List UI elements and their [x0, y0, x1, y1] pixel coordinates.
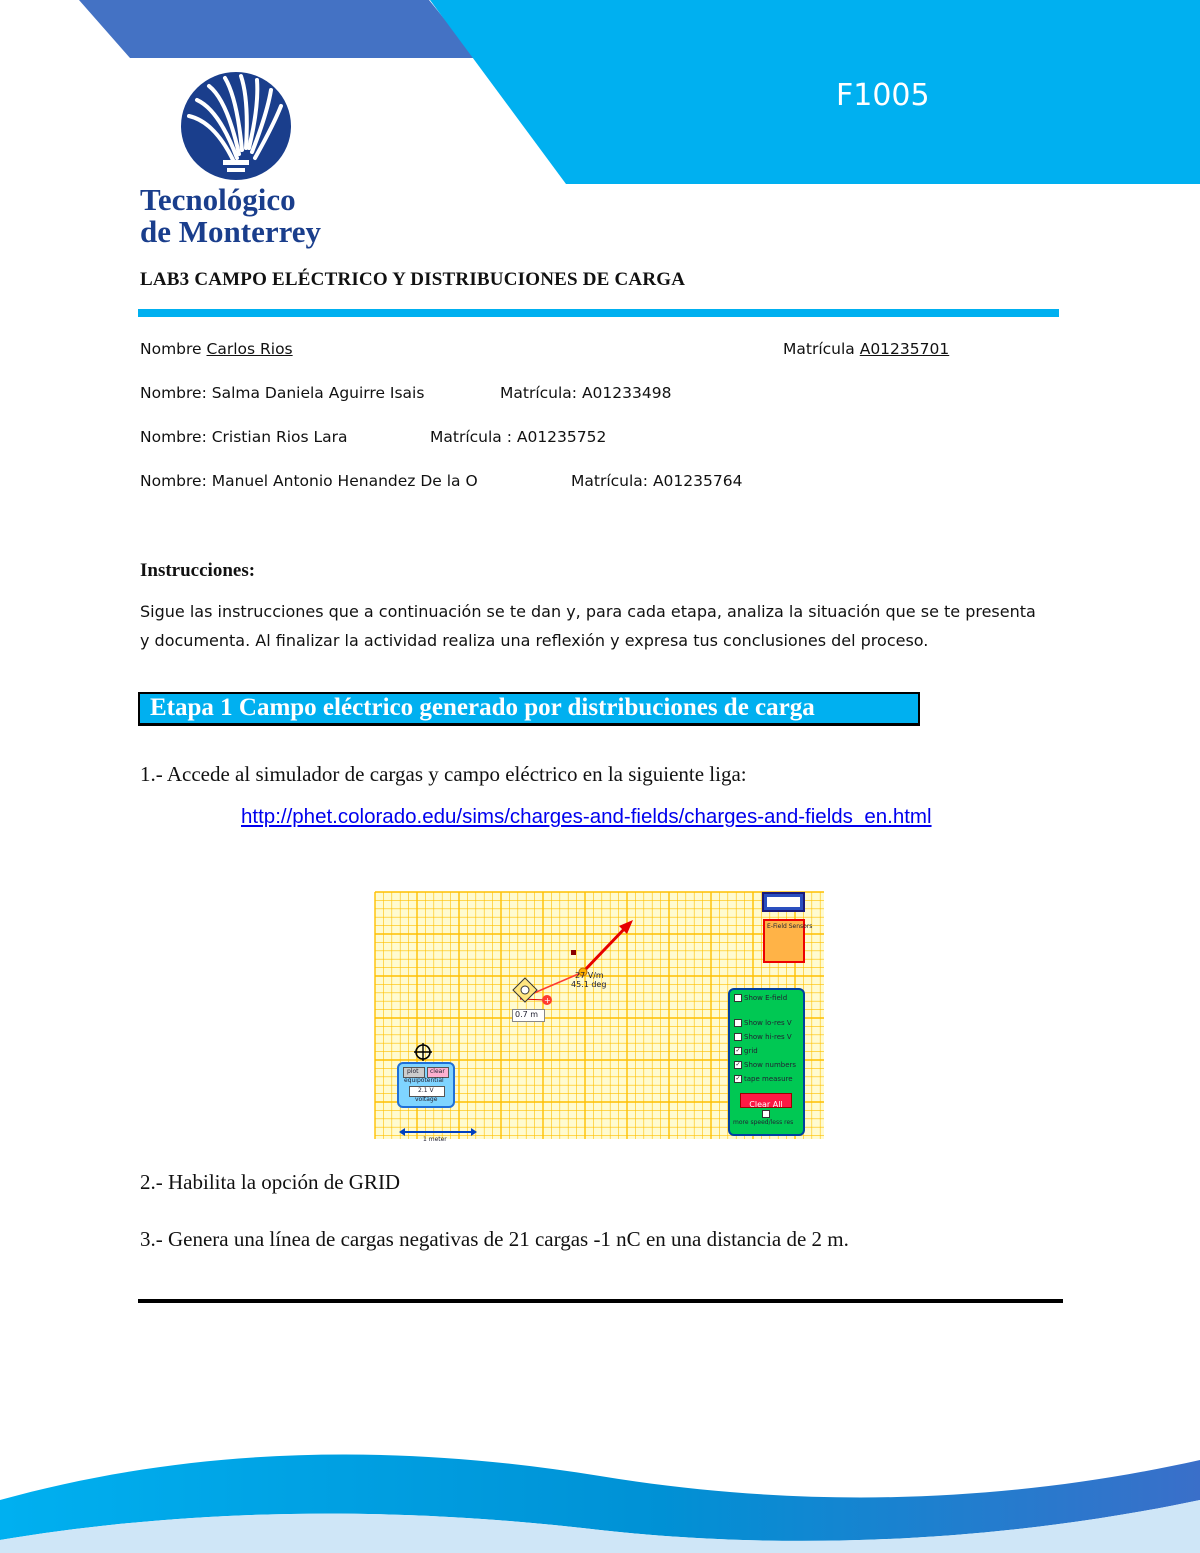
equipotential-label: equipotential [404, 1077, 444, 1084]
voltage-unit: voltage [415, 1096, 438, 1103]
member-name-field[interactable] [207, 340, 695, 358]
charge-bag-inner [767, 897, 800, 907]
panel-option-label: Show hi-res V [744, 1033, 792, 1041]
member-id-row-3 [430, 428, 606, 446]
voltmeter-crosshair-icon[interactable] [413, 1042, 433, 1062]
panel-option-checkbox[interactable]: ✓ [735, 1076, 741, 1082]
member-name: Carlos Rios [206, 340, 293, 358]
member-id-field[interactable] [860, 340, 1005, 358]
document-title: LAB3 CAMPO ELÉCTRICO Y DISTRIBUCIONES DE CARGA [140, 269, 686, 290]
svg-text:+: + [544, 996, 551, 1005]
voltmeter-panel [397, 1062, 455, 1108]
member-id-label: Matrícula [783, 340, 860, 358]
step-3-text: 3.- Genera una línea de cargas negativas de 21 cargas -1 nC en una distancia de 2 m. [140, 1227, 849, 1251]
panel-option-checkbox[interactable]: ✓ [735, 1048, 741, 1054]
panel-option-label: Show lo-res V [744, 1019, 792, 1027]
member-name-label: Nombre: [140, 428, 212, 446]
simulator-link[interactable]: http://phet.colorado.edu/sims/charges-and-fields/charges-and-fields_en.html [241, 805, 932, 828]
simulator-screenshot [375, 892, 824, 1143]
probe-label-angle: 45.1 deg [571, 980, 607, 989]
tape-label: 0.7 m [515, 1010, 539, 1019]
clear-all-button[interactable] [740, 1093, 792, 1108]
member-row-4 [140, 472, 478, 490]
step-2-text: 2.- Habilita la opción de GRID [140, 1170, 401, 1194]
plot-label: plot [407, 1068, 419, 1075]
member-id-label: Matrícula : [430, 428, 517, 446]
member-id: A01235701 [859, 340, 950, 358]
panel-option-checkbox[interactable] [734, 994, 742, 1002]
charge-bag-positive[interactable] [762, 892, 805, 912]
logo-text-line1: Tecnológico [140, 182, 296, 217]
panel-option-row[interactable] [734, 1061, 796, 1069]
panel-option-checkbox[interactable]: ✓ [735, 1062, 741, 1068]
step-1-text: 1.- Accede al simulador de cargas y campo eléctrico en la siguiente liga: [140, 762, 747, 786]
member-name-label: Nombre: [140, 384, 212, 402]
panel-footer-label: more speed/less res [733, 1119, 794, 1126]
panel-option-row[interactable] [734, 1047, 758, 1055]
member-id-row-2 [500, 384, 671, 402]
member-id: A01235764 [652, 472, 743, 490]
course-code: F1005 [836, 78, 930, 113]
member-id-label: Matrícula: [500, 384, 582, 402]
speed-checkbox[interactable] [762, 1110, 770, 1118]
clear-all-label: Clear All [749, 1100, 783, 1109]
member-name-label: Nombre: [140, 472, 212, 490]
voltage-value: 2.1 V [418, 1087, 434, 1094]
member-row-3 [140, 428, 348, 446]
member-id-label: Matrícula: [571, 472, 653, 490]
clear-label: clear [430, 1068, 445, 1075]
panel-option-row[interactable] [734, 994, 787, 1002]
instructions-text [140, 597, 1036, 655]
title-divider [138, 309, 1059, 317]
member-id-row-4 [571, 472, 742, 490]
panel-option-label: Show E-field [744, 994, 788, 1002]
footer-divider [138, 1299, 1063, 1303]
panel-option-checkbox[interactable] [734, 1033, 742, 1041]
panel-option-label: grid [744, 1047, 758, 1055]
member-row-1 [140, 340, 695, 358]
member-name-label: Nombre [140, 340, 207, 358]
instructions-heading: Instrucciones: [140, 560, 256, 581]
probe-label-magnitude: 27 V/m [575, 971, 604, 980]
panel-option-checkbox[interactable] [734, 1019, 742, 1027]
scale-label: 1 meter [423, 1136, 447, 1143]
stage-header-label: Etapa 1 Campo eléctrico generado por distribuciones de carga [150, 694, 815, 721]
panel-option-row[interactable] [734, 1033, 792, 1041]
panel-option-label: tape measure [744, 1075, 793, 1083]
member-id-row-1 [783, 340, 1005, 358]
member-row-2 [140, 384, 424, 402]
tape-measure-readout [512, 1009, 545, 1022]
member-id: A01233498 [581, 384, 672, 402]
member-id: A01235752 [516, 428, 607, 446]
sensor-box-label: E-Field Sensors [767, 923, 813, 930]
tec-logo-emblem [179, 70, 293, 182]
member-name: Salma Daniela Aguirre Isais [211, 384, 425, 402]
panel-option-row[interactable] [734, 1019, 792, 1027]
footer-wave [0, 1440, 1200, 1553]
member-name: Cristian Rios Lara [211, 428, 348, 446]
member-name: Manuel Antonio Henandez De la O [211, 472, 478, 490]
instructions-line-2: y documenta. Al finalizar la actividad realiza una reflexión y expresa tus conclusiones del proceso. [140, 631, 929, 650]
e-field-sensor-bag[interactable] [763, 919, 813, 963]
panel-option-row[interactable] [734, 1075, 793, 1083]
tec-logo-text [140, 184, 321, 248]
logo-text-line2: de Monterrey [140, 214, 322, 249]
instructions-line-1: Sigue las instrucciones que a continuación se te dan y, para cada etapa, analiza la situación que se te presenta [140, 602, 1036, 621]
simulator-control-panel [728, 988, 805, 1136]
panel-option-label: Show numbers [744, 1061, 797, 1069]
